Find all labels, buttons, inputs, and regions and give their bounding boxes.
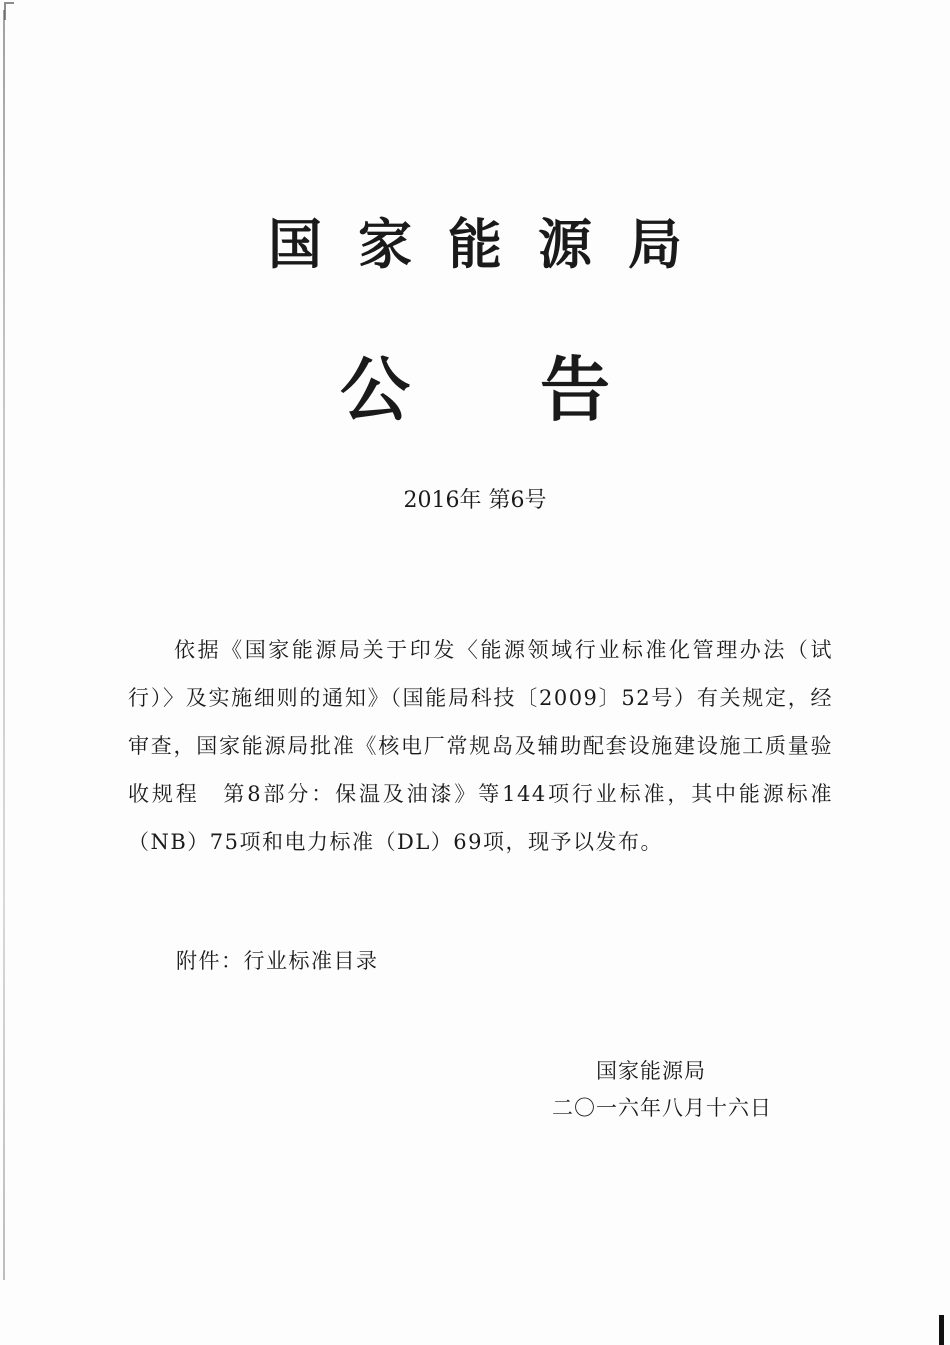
issue-number: 2016年 第6号: [403, 488, 547, 513]
scan-edge-right: [939, 1315, 944, 1345]
scan-corner-mark: [4, 2, 14, 20]
organization-title: 国家能源局: [268, 212, 718, 276]
document-type-title: 公告: [340, 348, 740, 431]
announcement-body: 依据《国家能源局关于印发〈能源领域行业标准化管理办法（试行）〉及实施细则的通知》（国能局科技〔2009〕52号）有关规定，经审查，国家能源局批准《核电厂常规岛及辅助配套设施建设施工质量验收规程 第8部分：保温及油漆》等144项行业标准，其中能源标准（NB）75项和电力标准（DL）69项，现予以发布。: [128, 638, 833, 854]
issuer-signature: 国家能源局: [596, 1059, 706, 1083]
scan-edge-left: [3, 10, 5, 1280]
issue-date: 二〇一六年八月十六日: [552, 1096, 772, 1120]
attachment-line: 附件：行业标准目录: [176, 949, 379, 973]
